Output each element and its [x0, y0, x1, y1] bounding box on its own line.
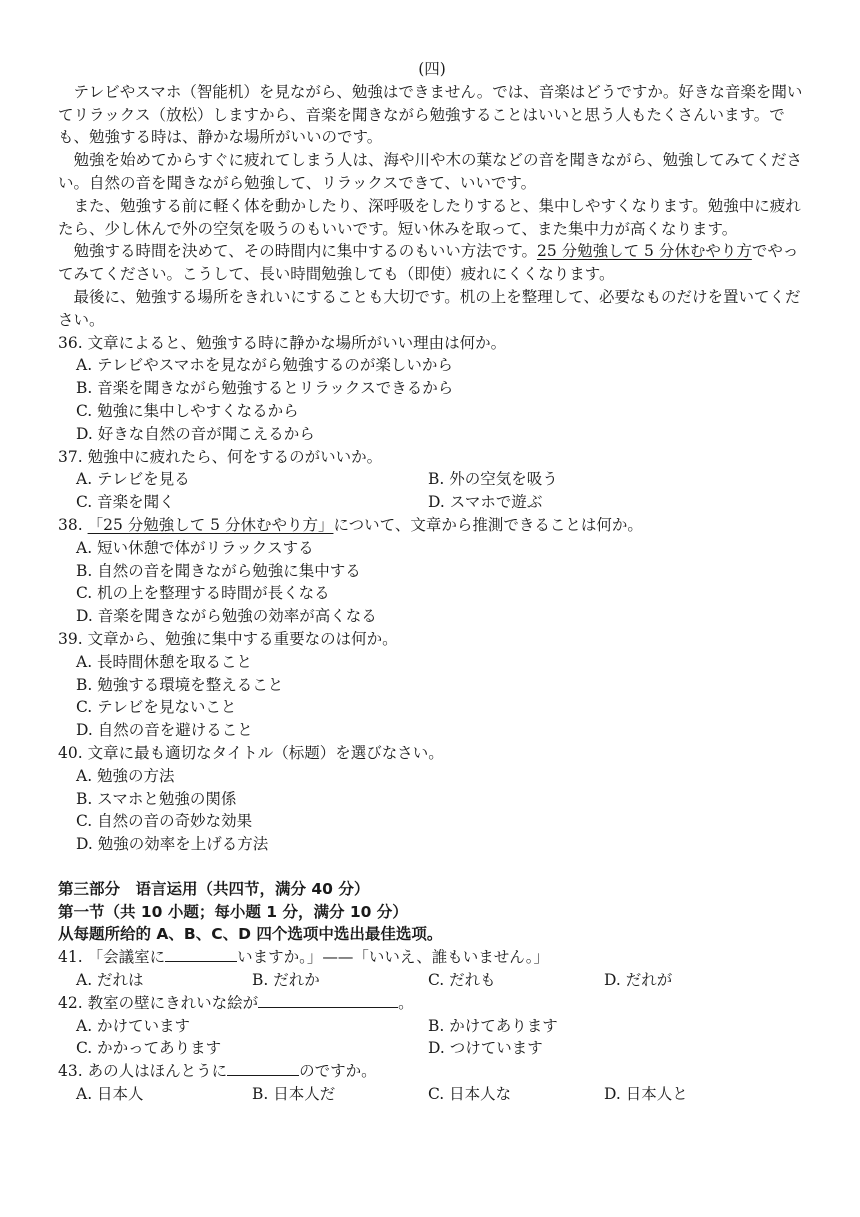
section-3-instruction: 从每题所给的 A、B、C、D 四个选项中选出最佳选项。 — [58, 925, 443, 944]
passage-paragraph-5: 最後に、勉強する場所をきれいにすることも大切です。机の上を整理して、必要なものだけを置いてください。 — [58, 287, 801, 329]
section-3-heading: 第三部分 语言运用（共四节，满分 40 分） — [58, 879, 370, 898]
passage-paragraph-2: 勉強を始めてからすぐに疲れてしまう人は、海や川や木の葉などの音を聞きながら、勉強してみてください。自然の音を聞きながら勉強して、リラックスできて、いいです。 — [58, 151, 803, 192]
question-43-option-c[interactable]: C. 日本人な — [428, 1085, 512, 1104]
question-37-option-a[interactable]: A. テレビを見る — [76, 470, 190, 489]
section-gap — [58, 856, 806, 878]
question-36-option-a[interactable]: A. テレビやスマホを見ながら勉強するのが楽しいから — [76, 356, 453, 375]
question-42-stem — [58, 992, 806, 1015]
question-38-underlined-phrase: 「25 分勉強して 5 分休むやり方」 — [87, 515, 334, 534]
question-39-option-b[interactable]: B. 勉強する環境を整えること — [76, 675, 284, 694]
question-43-stem-post: のですか。 — [299, 1062, 377, 1081]
question-43-stem — [58, 1060, 806, 1083]
question-43-option-d[interactable]: D. 日本人と — [604, 1085, 688, 1104]
question-43-blank[interactable] — [227, 1061, 299, 1076]
question-38-option-d[interactable]: D. 音楽を聞きながら勉強の効率が高くなる — [76, 607, 377, 626]
question-36-option-c[interactable]: C. 勉強に集中しやすくなるから — [76, 401, 299, 420]
question-38-option-c[interactable]: C. 机の上を整理する時間が長くなる — [76, 584, 330, 603]
question-41-options — [58, 969, 806, 992]
question-37-options-row-1 — [58, 468, 806, 491]
question-42-option-a[interactable]: A. かけています — [76, 1016, 191, 1035]
question-39-stem: 39. 文章から、勉強に集中する重要なのは何か。 — [58, 629, 398, 648]
question-41-stem-post: いますか。」——「いいえ、誰もいません。」 — [237, 948, 549, 967]
question-41-option-c[interactable]: C. だれも — [428, 971, 496, 990]
question-42-option-b[interactable]: B. かけてあります — [428, 1016, 558, 1035]
question-42-option-c[interactable]: C. かかってあります — [76, 1039, 222, 1058]
passage-paragraph-3: また、勉強する前に軽く体を動かしたり、深呼吸をしたりすると、集中しやすくなります。勉強中に疲れたら、少し休んで外の空気を吸うのもいいです。短い休みを取って、また集中力が高くなります。 — [58, 196, 801, 238]
question-40-option-c[interactable]: C. 自然の音の奇妙な効果 — [76, 812, 253, 831]
section-3-subheading: 第一节（共 10 小题；每小题 1 分，满分 10 分） — [58, 902, 408, 921]
question-40-option-d[interactable]: D. 勉強の効率を上げる方法 — [76, 835, 269, 854]
question-43-option-a[interactable]: A. 日本人 — [76, 1085, 144, 1104]
question-37-stem: 37. 勉強中に疲れたら、何をするのがいいか。 — [58, 447, 383, 466]
paragraph-4-text-a: 勉強する時間を決めて、その時間内に集中するのもいい方法です。 — [73, 242, 537, 261]
passage-title: (四) — [418, 60, 446, 78]
question-42-option-d[interactable]: D. つけています — [428, 1039, 543, 1058]
question-40-option-b[interactable]: B. スマホと勉強の関係 — [76, 789, 237, 808]
exam-page — [58, 58, 806, 1106]
question-38-stem — [58, 514, 806, 537]
question-40-option-a[interactable]: A. 勉強の方法 — [76, 766, 175, 785]
question-38-option-a[interactable]: A. 短い休憩で体がリラックスする — [76, 538, 314, 557]
question-39-option-c[interactable]: C. テレビを見ないこと — [76, 698, 237, 717]
question-42-options-row-1 — [58, 1015, 806, 1038]
question-42-stem-post: 。 — [398, 993, 414, 1012]
question-41-stem — [58, 946, 806, 969]
question-41-option-b[interactable]: B. だれか — [252, 971, 320, 990]
question-37-option-b[interactable]: B. 外の空気を吸う — [428, 470, 558, 489]
question-36-option-d[interactable]: D. 好きな自然の音が聞こえるから — [76, 424, 315, 443]
question-42-blank[interactable] — [258, 993, 398, 1008]
question-40-stem: 40. 文章に最も適切なタイトル（标题）を選びなさい。 — [58, 743, 444, 762]
question-42-stem-pre: 42. 教室の壁にきれいな絵が — [58, 993, 259, 1012]
paragraph-4-text-b: でやってみてください。こうして、長い時間勉強しても（即使）疲れにくくなります。 — [58, 242, 799, 284]
paragraph-4-underlined-phrase: 25 分勉強して 5 分休むやり方 — [536, 242, 752, 261]
question-36-stem: 36. 文章によると、勉強する時に静かな場所がいい理由は何か。 — [58, 333, 507, 352]
question-36-option-b[interactable]: B. 音楽を聞きながら勉強するとリラックスできるから — [76, 379, 454, 398]
question-39-option-a[interactable]: A. 長時間休憩を取ること — [76, 652, 253, 671]
question-43-option-b[interactable]: B. 日本人だ — [252, 1085, 336, 1104]
question-37-option-c[interactable]: C. 音楽を聞く — [76, 493, 175, 512]
question-41-option-d[interactable]: D. だれが — [604, 971, 673, 990]
question-41-option-a[interactable]: A. だれは — [76, 971, 144, 990]
question-41-blank[interactable] — [165, 947, 237, 962]
passage-paragraph-4 — [58, 240, 806, 286]
question-41-stem-pre: 41. 「会議室に — [58, 948, 166, 967]
question-43-options — [58, 1083, 806, 1106]
question-39-option-d[interactable]: D. 自然の音を避けること — [76, 721, 253, 740]
question-38-option-b[interactable]: B. 自然の音を聞きながら勉強に集中する — [76, 561, 361, 580]
question-38-number: 38. — [58, 515, 88, 534]
question-37-options-row-2 — [58, 491, 806, 514]
passage-paragraph-1: テレビやスマホ（智能机）を見ながら、勉強はできません。では、音楽はどうですか。好きな音楽を聞いてリラックス（放松）しますから、音楽を聞きながら勉強することはいいと思う人もたくさんいます。でも、勉強する時は、静かな場所がいいのです。 — [58, 82, 803, 147]
question-42-options-row-2 — [58, 1037, 806, 1060]
question-38-stem-rest: について、文章から推測できることは何か。 — [333, 515, 643, 534]
question-37-option-d[interactable]: D. スマホで遊ぶ — [428, 493, 543, 512]
question-43-stem-pre: 43. あの人はほんとうに — [58, 1062, 228, 1081]
